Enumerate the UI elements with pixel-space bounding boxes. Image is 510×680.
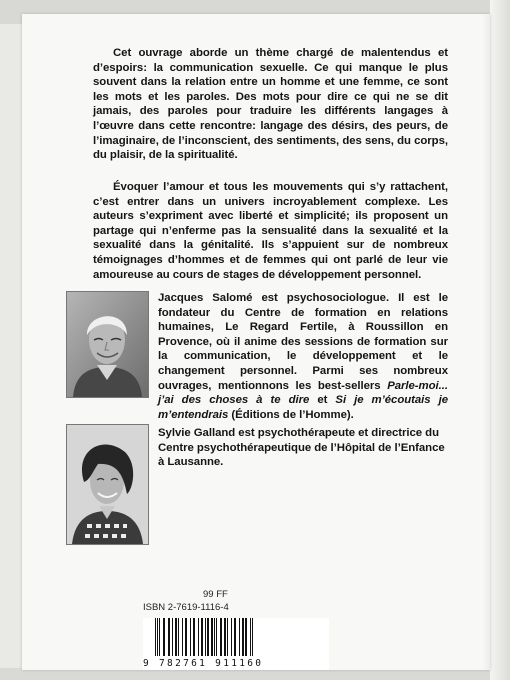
barcode-bar — [205, 618, 206, 656]
author-1-bio-text: Jacques Salomé est psychosociologue. Il est le fondateur du Centre de formation en relations humaines, Le Regard Fertile, à Roussillon en Provence, où il anime des sessions de formation sur la communication, le développement et le changement personnel. Parmi ses nombreux ouvrages, mentionnons les best-sellers — [158, 292, 448, 392]
barcode-bar — [172, 618, 173, 656]
barcode-bar — [168, 618, 170, 656]
barcode-bar — [175, 618, 177, 656]
barcode-bar — [239, 618, 240, 656]
barcode-bar — [231, 618, 232, 656]
barcode-bar — [178, 618, 179, 656]
author-1-publisher-note: (Éditions de l’Homme). — [231, 408, 354, 421]
isbn-label: ISBN 2-7619-1116-4 — [143, 602, 229, 613]
barcode-bars — [143, 618, 329, 658]
intro-paragraph-2: Évoquer l’amour et tous les mouvements qui s’y rattachent, c’est entrer dans un univers incroyablement complexe. Les auteurs s’expriment avec liberté et simplicité; ils proposent un partage qui n’enferme pas la sensualité dans la sexualité et la sexualité dans la génitalité. Ils s’appuient sur de nombreux témoignages d’hommes et de femmes qui ont parlé de leur vie amoureuse au cours de stages de développement personnel. — [93, 181, 448, 281]
barcode-bar — [227, 618, 228, 656]
author-2-bio: Sylvie Galland est psychothérapeute et directrice du Centre psychothérapeutique de l’Hôpital de l’Enfance à Lausanne. — [158, 427, 445, 469]
barcode-bar — [201, 618, 203, 656]
barcode-bar — [220, 618, 222, 656]
barcode-bar — [159, 618, 160, 656]
barcode-bar — [211, 618, 213, 656]
barcode-bar — [193, 618, 195, 656]
intro-paragraph-1: Cet ouvrage aborde un thème chargé de malentendus et d’espoirs: la communication sexuelle. Ce qui manque le plus souvent dans la relation entre un homme et une femme, ce sont les mots et les paroles. Des mots pour dire ce qui ne se dit jamais, des paroles pour traduire les différents langages à l’œuvre dans cette rencontre: langage des désirs, des peurs, de l’imaginaire, de l’inconscient, des sentiments, des sens, du corps, du plaisir, de la spiritualité. — [93, 47, 448, 162]
barcode-bar — [242, 618, 244, 656]
author-1-title-connector: et — [317, 394, 328, 407]
author-1-title-1: Parle-moi... j’ai des choses à te dire — [158, 379, 448, 407]
cover-edge — [482, 14, 490, 670]
barcode-bar — [214, 618, 215, 656]
barcode-bar — [224, 618, 226, 656]
barcode-bar — [182, 618, 183, 656]
background-right — [490, 0, 510, 680]
author-1-portrait — [67, 292, 148, 397]
author-1-bio — [158, 291, 448, 422]
author-1-photo — [66, 291, 149, 398]
barcode-bar — [157, 618, 158, 656]
barcode-bar — [250, 618, 251, 656]
barcode-bar — [185, 618, 187, 656]
author-2-photo — [66, 424, 149, 545]
barcode-bar — [252, 618, 253, 656]
author-1-title-2: Si je m’écoutais je m’entendrais — [158, 394, 448, 421]
price-label: 99 FF — [203, 589, 228, 600]
barcode — [143, 618, 329, 670]
barcode-bar — [245, 618, 247, 656]
barcode-bar — [198, 618, 199, 656]
barcode-bar — [155, 618, 156, 656]
barcode-bar — [207, 618, 209, 656]
barcode-bar — [190, 618, 191, 656]
barcode-digits: 9 782761 911160 — [143, 658, 264, 669]
barcode-bar — [216, 618, 217, 656]
author-2-portrait — [67, 425, 148, 544]
barcode-bar — [234, 618, 236, 656]
barcode-bar — [163, 618, 165, 656]
